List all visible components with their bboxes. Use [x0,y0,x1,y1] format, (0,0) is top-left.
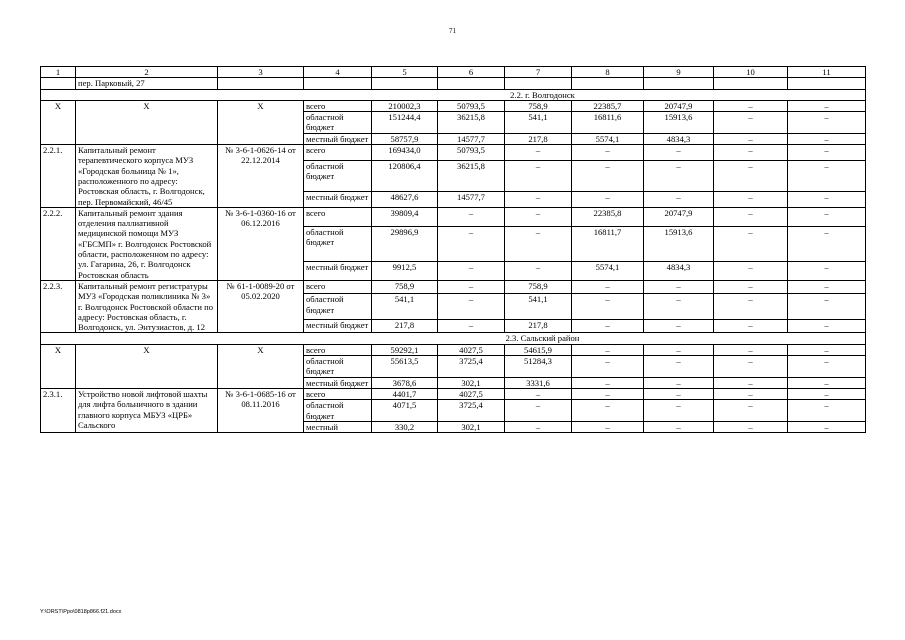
amount-cell: – [438,262,505,281]
amount-cell: – [788,319,866,332]
amount-cell: – [572,145,644,161]
amount-cell: – [438,226,505,262]
table-cell [714,78,788,89]
item-number: Х [41,100,76,144]
column-header-9: 9 [644,67,714,78]
amount-cell: 22385,7 [572,100,644,111]
amount-cell: – [505,388,572,399]
column-header-6: 6 [438,67,505,78]
funding-source: областной бюджет [304,112,372,134]
amount-cell: – [714,377,788,388]
column-header-8: 8 [572,67,644,78]
table-cell [788,78,866,89]
amount-cell: 217,8 [372,319,438,332]
amount-cell: – [644,421,714,432]
expertise-document: № 3-6-1-0360-16 от 06.12.2016 [218,207,304,280]
amount-cell: – [788,294,866,320]
amount-cell: 4027,5 [438,344,505,355]
amount-cell: – [438,280,505,293]
table-cell [505,78,572,89]
amount-cell: 758,9 [505,100,572,111]
column-header-3: 3 [218,67,304,78]
amount-cell: – [644,400,714,422]
funding-source: местный бюджет [304,191,372,207]
amount-cell: 302,1 [438,421,505,432]
section-title-row [41,333,866,344]
amount-cell: 541,1 [505,294,572,320]
item-number: 2.2.3. [41,280,76,332]
funding-source: всего [304,145,372,161]
object-name: Х [76,344,218,388]
amount-cell: 16811,6 [572,112,644,134]
amount-cell: 36215,8 [438,161,505,192]
amount-cell: 36215,8 [438,112,505,134]
amount-cell: 29896,9 [372,226,438,262]
object-name-cell: пер. Парковый, 27 [76,78,218,89]
amount-cell: 3725,4 [438,356,505,378]
amount-cell: – [644,191,714,207]
funding-source: всего [304,100,372,111]
item-number: Х [41,344,76,388]
amount-cell: – [572,280,644,293]
amount-cell: 4401,7 [372,388,438,399]
amount-cell: 541,1 [372,294,438,320]
amount-cell: – [572,421,644,432]
amount-cell: 15913,6 [644,226,714,262]
amount-cell: – [572,388,644,399]
amount-cell: 14577,7 [438,133,505,144]
amount-cell: – [714,145,788,161]
column-header-11: 11 [788,67,866,78]
amount-cell: 210002,3 [372,100,438,111]
table-cell [644,78,714,89]
amount-cell: 15913,6 [644,112,714,134]
amount-cell: – [714,388,788,399]
object-name: Устройство новой лифтовой шахты для лифта больничного в здании главного корпуса МБУЗ «ЦРБ» Сальского [76,388,218,432]
amount-cell: 4834,3 [644,133,714,144]
amount-cell: – [714,191,788,207]
section-title: 2.3. Сальский район [372,333,714,344]
expertise-document: № 3-6-1-0626-14 от 22.12.2014 [218,145,304,208]
amount-cell: – [714,207,788,226]
amount-cell: – [438,207,505,226]
amount-cell: – [505,421,572,432]
amount-cell: – [714,112,788,134]
funding-source: всего [304,388,372,399]
item-number: 2.3.1. [41,388,76,432]
section-title-row [41,89,866,100]
expertise-document: № 61-1-0089-20 от 05.02.2020 [218,280,304,332]
amount-cell: – [788,280,866,293]
amount-cell: – [505,262,572,281]
amount-cell: 4834,3 [644,262,714,281]
amount-cell: – [788,262,866,281]
amount-cell: – [714,319,788,332]
amount-cell: – [714,100,788,111]
amount-cell: – [788,191,866,207]
amount-cell: – [505,145,572,161]
amount-cell: – [505,191,572,207]
object-name: Капитальный ремонт терапевтического корпуса МУЗ «Городская больница № 1», расположенного по адресу: Ростовская область, г. Волгодонск, пер. Первомайский, 46/45 [76,145,218,208]
amount-cell: – [714,133,788,144]
table-cell [714,333,866,344]
amount-cell: – [644,377,714,388]
amount-cell: – [714,344,788,355]
amount-cell: – [644,319,714,332]
amount-cell: – [788,133,866,144]
amount-cell: – [714,421,788,432]
amount-cell: 58757,9 [372,133,438,144]
object-name: Х [76,100,218,144]
amount-cell: – [644,280,714,293]
table-row [41,145,866,161]
amount-cell: – [788,100,866,111]
table-row [41,344,866,355]
table-cell [572,78,644,89]
table-row [41,207,866,226]
object-name: Капитальный ремонт здания отделения паллиативной медицинской помощи МУЗ «ГБСМП» г. Волгодонск Ростовской области, расположенном по адресу: ул. Гагарина, 26, г. Волгодонск Ростовская область [76,207,218,280]
amount-cell: – [788,421,866,432]
amount-cell: – [788,145,866,161]
amount-cell: – [644,161,714,192]
funding-source: местный бюджет [304,262,372,281]
amount-cell: – [788,207,866,226]
amount-cell: – [714,262,788,281]
amount-cell: 59292,1 [372,344,438,355]
amount-cell: – [644,388,714,399]
amount-cell: – [438,294,505,320]
amount-cell: – [572,161,644,192]
section-title: 2.2. г. Волгодонск [372,89,714,100]
item-number: 2.2.1. [41,145,76,208]
table-cell [304,78,372,89]
amount-cell: – [714,280,788,293]
header-row [41,67,866,78]
expertise-document: № 3-6-1-0685-16 от 08.11.2016 [218,388,304,432]
amount-cell: – [788,377,866,388]
amount-cell: – [572,400,644,422]
funding-source: местный [304,421,372,432]
amount-cell: 39809,4 [372,207,438,226]
amount-cell: 758,9 [372,280,438,293]
funding-source: областной бюджет [304,226,372,262]
file-path-footer: Y:\ORST\Ppo\0818p866.f21.docx [40,609,122,615]
amount-cell: – [788,161,866,192]
object-name: Капитальный ремонт регистратуры МУЗ «Городская поликлиника № 3» г. Волгодонск Ростовской области по адресу: Ростовская область, г. Волгодонск, ул. Энтузиастов, д. 12 [76,280,218,332]
column-header-4: 4 [304,67,372,78]
funding-source: местный бюджет [304,133,372,144]
amount-cell: 169434,0 [372,145,438,161]
amount-cell: – [714,356,788,378]
amount-cell: 9912,5 [372,262,438,281]
amount-cell: – [788,400,866,422]
financing-table [40,66,866,433]
column-header-5: 5 [372,67,438,78]
amount-cell: 48627,6 [372,191,438,207]
table-cell [41,333,372,344]
amount-cell: – [788,344,866,355]
funding-source: областной бюджет [304,400,372,422]
funding-source: областной бюджет [304,356,372,378]
amount-cell: 302,1 [438,377,505,388]
column-header-7: 7 [505,67,572,78]
amount-cell: – [644,356,714,378]
table-row [41,280,866,293]
table-cell [41,89,372,100]
table-cell [41,78,76,89]
amount-cell: 217,8 [505,319,572,332]
column-header-2: 2 [76,67,218,78]
table-cell [372,78,438,89]
amount-cell: – [505,400,572,422]
amount-cell: 14577,7 [438,191,505,207]
amount-cell: 16811,7 [572,226,644,262]
amount-cell: – [505,161,572,192]
amount-cell: – [505,226,572,262]
amount-cell: 541,1 [505,112,572,134]
amount-cell: 5574,1 [572,262,644,281]
funding-source: всего [304,207,372,226]
funding-source: местный бюджет [304,319,372,332]
amount-cell: – [644,344,714,355]
amount-cell: – [644,145,714,161]
amount-cell: 54615,9 [505,344,572,355]
page-number: 71 [449,27,456,35]
amount-cell: 55613,5 [372,356,438,378]
funding-source: всего [304,344,372,355]
amount-cell: – [714,226,788,262]
table-cell [218,78,304,89]
amount-cell: 50793,5 [438,145,505,161]
amount-cell: – [438,319,505,332]
amount-cell: – [714,400,788,422]
funding-source: местный бюджет [304,377,372,388]
amount-cell: – [788,388,866,399]
amount-cell: 22385,8 [572,207,644,226]
funding-source: областной бюджет [304,161,372,192]
amount-cell: – [788,226,866,262]
amount-cell: – [572,377,644,388]
amount-cell: 3725,4 [438,400,505,422]
amount-cell: 5574,1 [572,133,644,144]
amount-cell: 217,8 [505,133,572,144]
amount-cell: 51284,3 [505,356,572,378]
amount-cell: 151244,4 [372,112,438,134]
amount-cell: – [505,207,572,226]
amount-cell: – [644,294,714,320]
amount-cell: – [714,161,788,192]
expertise-document: Х [218,100,304,144]
amount-cell: – [572,294,644,320]
amount-cell: 4027,5 [438,388,505,399]
amount-cell: 330,2 [372,421,438,432]
item-number: 2.2.2. [41,207,76,280]
table-cell [714,89,866,100]
amount-cell: – [788,356,866,378]
funding-source: всего [304,280,372,293]
table-row [41,100,866,111]
amount-cell: 120806,4 [372,161,438,192]
amount-cell: – [714,294,788,320]
amount-cell: – [572,319,644,332]
column-header-10: 10 [714,67,788,78]
amount-cell: – [572,356,644,378]
amount-cell: 50793,5 [438,100,505,111]
amount-cell: – [572,191,644,207]
amount-cell: – [788,112,866,134]
expertise-document: Х [218,344,304,388]
amount-cell: – [572,344,644,355]
column-header-1: 1 [41,67,76,78]
amount-cell: 20747,9 [644,100,714,111]
amount-cell: 4071,5 [372,400,438,422]
amount-cell: 3678,6 [372,377,438,388]
amount-cell: 20747,9 [644,207,714,226]
table-cell [438,78,505,89]
table-row [41,388,866,399]
continuation-row [41,78,866,89]
amount-cell: 3331,6 [505,377,572,388]
amount-cell: 758,9 [505,280,572,293]
funding-source: областной бюджет [304,294,372,320]
